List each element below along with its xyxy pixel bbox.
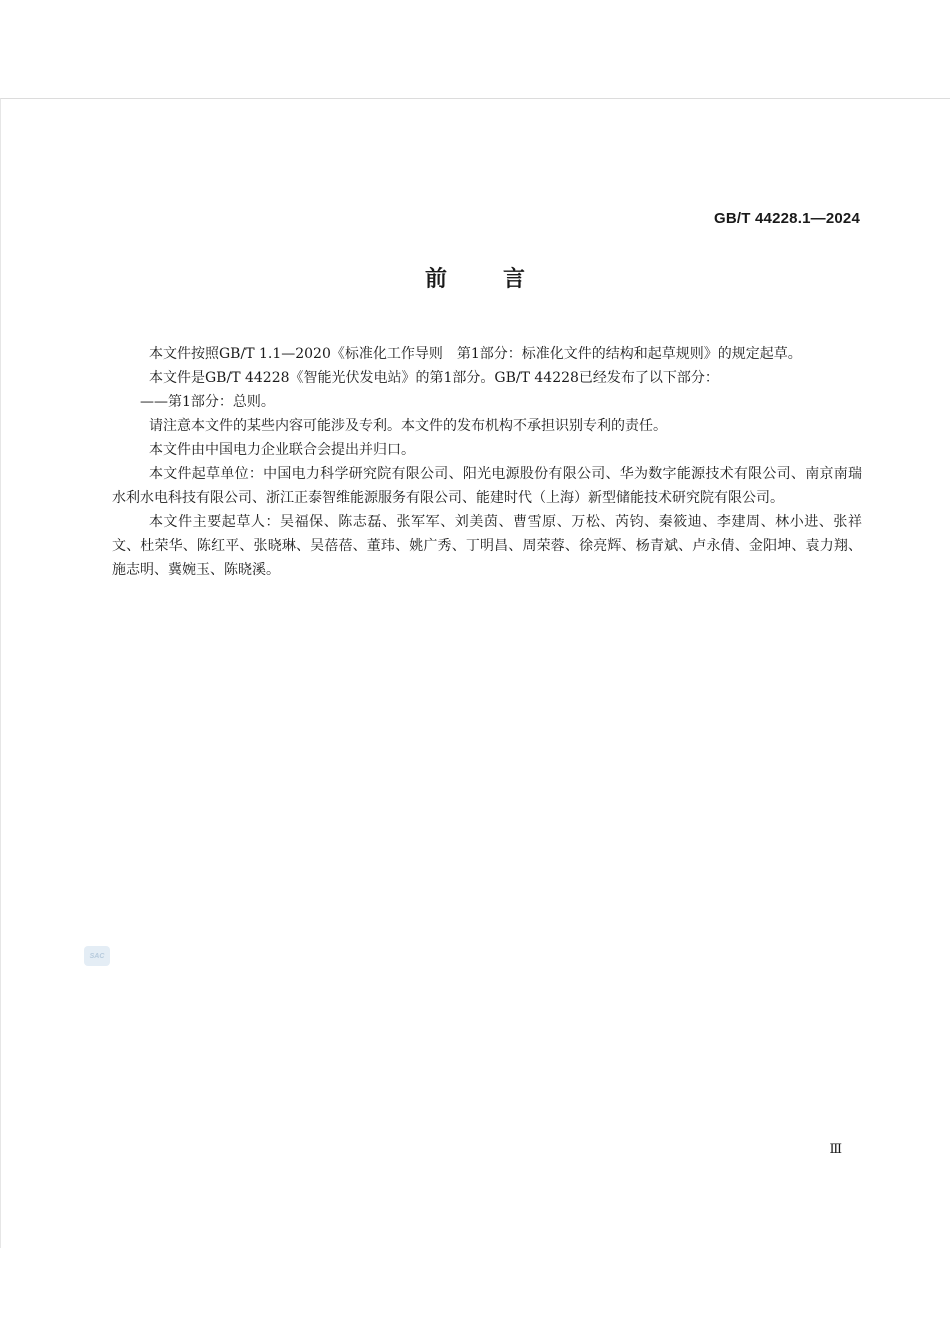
list-item-part-1: ——第1部分：总则。 xyxy=(140,394,275,410)
paragraph-patent-notice: 请注意本文件的某些内容可能涉及专利。本文件的发布机构不承担识别专利的责任。 xyxy=(149,418,667,434)
paragraph-proposer: 本文件由中国电力企业联合会提出并归口。 xyxy=(149,442,415,458)
foreword-title: 前言 xyxy=(424,267,581,292)
paragraph-part-info: 本文件是GB/T 44228《智能光伏发电站》的第1部分。GB/T 44228已经发布了以下部分： xyxy=(149,370,719,386)
paragraph-drafting-rules: 本文件按照GB/T 1.1—2020《标准化工作导则 第1部分：标准化文件的结构和起草规则》的规定起草。 xyxy=(149,346,802,362)
sac-watermark-icon: SAC xyxy=(84,946,110,966)
standard-code: GB/T 44228.1—2024 xyxy=(714,210,860,227)
paragraph-drafters: 本文件主要起草人：吴福保、陈志磊、张军军、刘美茵、曹雪原、万松、芮钧、秦筱迪、李建周、林小进、张祥文、杜荣华、陈红平、张晓琳、吴蓓蓓、董玮、姚广秀、丁明昌、周荣蓉、徐亮辉、杨青斌、卢永倩、金阳坤、袁力翔、施志明、冀婉玉、陈晓溪。 xyxy=(112,514,862,578)
paragraph-drafting-units: 本文件起草单位：中国电力科学研究院有限公司、阳光电源股份有限公司、华为数字能源技术有限公司、南京南瑞水利水电科技有限公司、浙江正泰智维能源服务有限公司、能建时代（上海）新型储能技术研究院有限公司。 xyxy=(112,466,862,506)
foreword-body xyxy=(112,342,862,582)
page-number: Ⅲ xyxy=(829,1142,842,1157)
